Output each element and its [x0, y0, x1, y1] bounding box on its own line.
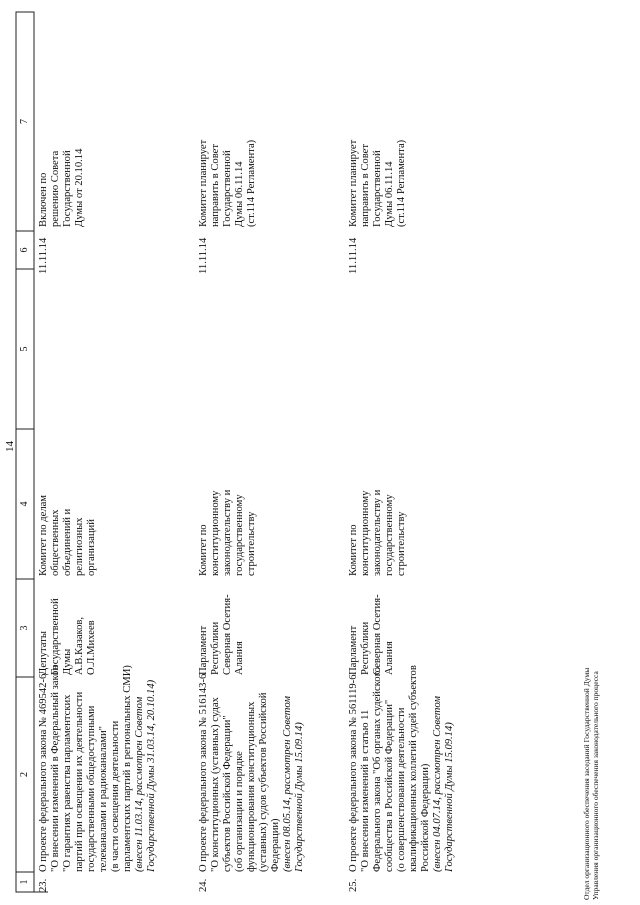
status-note: Включен по решению Совета Государственной Думы от 20.10.14 [38, 148, 85, 227]
header-col-4: 4 [19, 501, 30, 507]
status-note: Комитет планирует направить в Совет Государственной Думы 06.11.14 (ст.114 Регламента) [198, 139, 257, 227]
header-col-7: 7 [19, 119, 30, 124]
header-col-2: 2 [19, 772, 30, 777]
row-number: 24. [198, 878, 209, 892]
bill-title: О проекте федерального закона № 561119-6 "О внесении изменений в статью 11 Федерального закона "Об органах судейского сообщества в Российской Федерации" (о совершенствовании деятельности квалификационных коллегий судей субъектов Российской Федерации) (внесен 04.07.14, рассмотрен Советом Государственной Думы 15.09.14) [348, 665, 455, 872]
bill-note: (внесен 11.03.14, рассмотрен Советом [134, 696, 145, 872]
review-date: 11.11.14 [198, 237, 209, 274]
bill-author: Парламент Республики Северная Осетия- Алания [348, 594, 395, 675]
header-col-6: 6 [19, 247, 30, 253]
responsible-committee: Комитет по делам общественных объединений и религиозных организаций [38, 494, 97, 576]
review-date: 11.11.14 [38, 237, 49, 274]
bill-title: О проекте федерального закона № 469542-6 "О внесении изменений в Федеральный закон "О гарантиях равенства парламентских партий при освещении их деятельности государственными общедоступными телеканалами и радиоканалами" (в части освещения деятельности парламентских партий в региональных СМИ) (внесен 11.03.14, рассмотрен Советом Государственной Думы 31.03.14, 20.10.14) [38, 664, 157, 872]
page-footer: Отдел организационного обеспечения заседаний Государственной Думы Управления организационного обеспечения законодательного процесса [582, 667, 600, 900]
header-col-5: 5 [19, 346, 30, 352]
status-note: Комитет планирует направить в Совет Государственной Думы 06.11.14 (ст.114 Регламента) [348, 139, 407, 227]
bill-author: Депутаты Государственной Думы А.В.Казаков, О.Л.Михеев [38, 598, 97, 675]
bill-title: О проекте федерального закона № 516143-6 "О конституционных (уставных) судах субъектов Российской Федерации" (об организации и порядке функционирования конституционных (уставных) судов субъектов Российской Федерации) (внесен 08.05.14, рассмотрен Советом Государственной Думы 15.09.14) [198, 673, 305, 872]
responsible-committee: Комитет по конституционному законодательству и государственному строительству [198, 489, 257, 576]
row-number: 25. [348, 878, 359, 892]
bill-author: Парламент Республики Северная Осетия- Алания [198, 594, 245, 675]
page-number: 14 [4, 441, 16, 452]
header-col-1: 1 [19, 879, 30, 885]
row-number: 23. [38, 878, 49, 892]
responsible-committee: Комитет по конституционному законодательству и государственному строительству [348, 489, 407, 576]
bill-note: (внесен 04.07.14, рассмотрен Советом [432, 696, 443, 872]
bill-note: (внесен 08.05.14, рассмотрен Советом [282, 696, 293, 872]
review-date: 11.11.14 [348, 237, 359, 274]
header-col-3: 3 [19, 625, 30, 631]
